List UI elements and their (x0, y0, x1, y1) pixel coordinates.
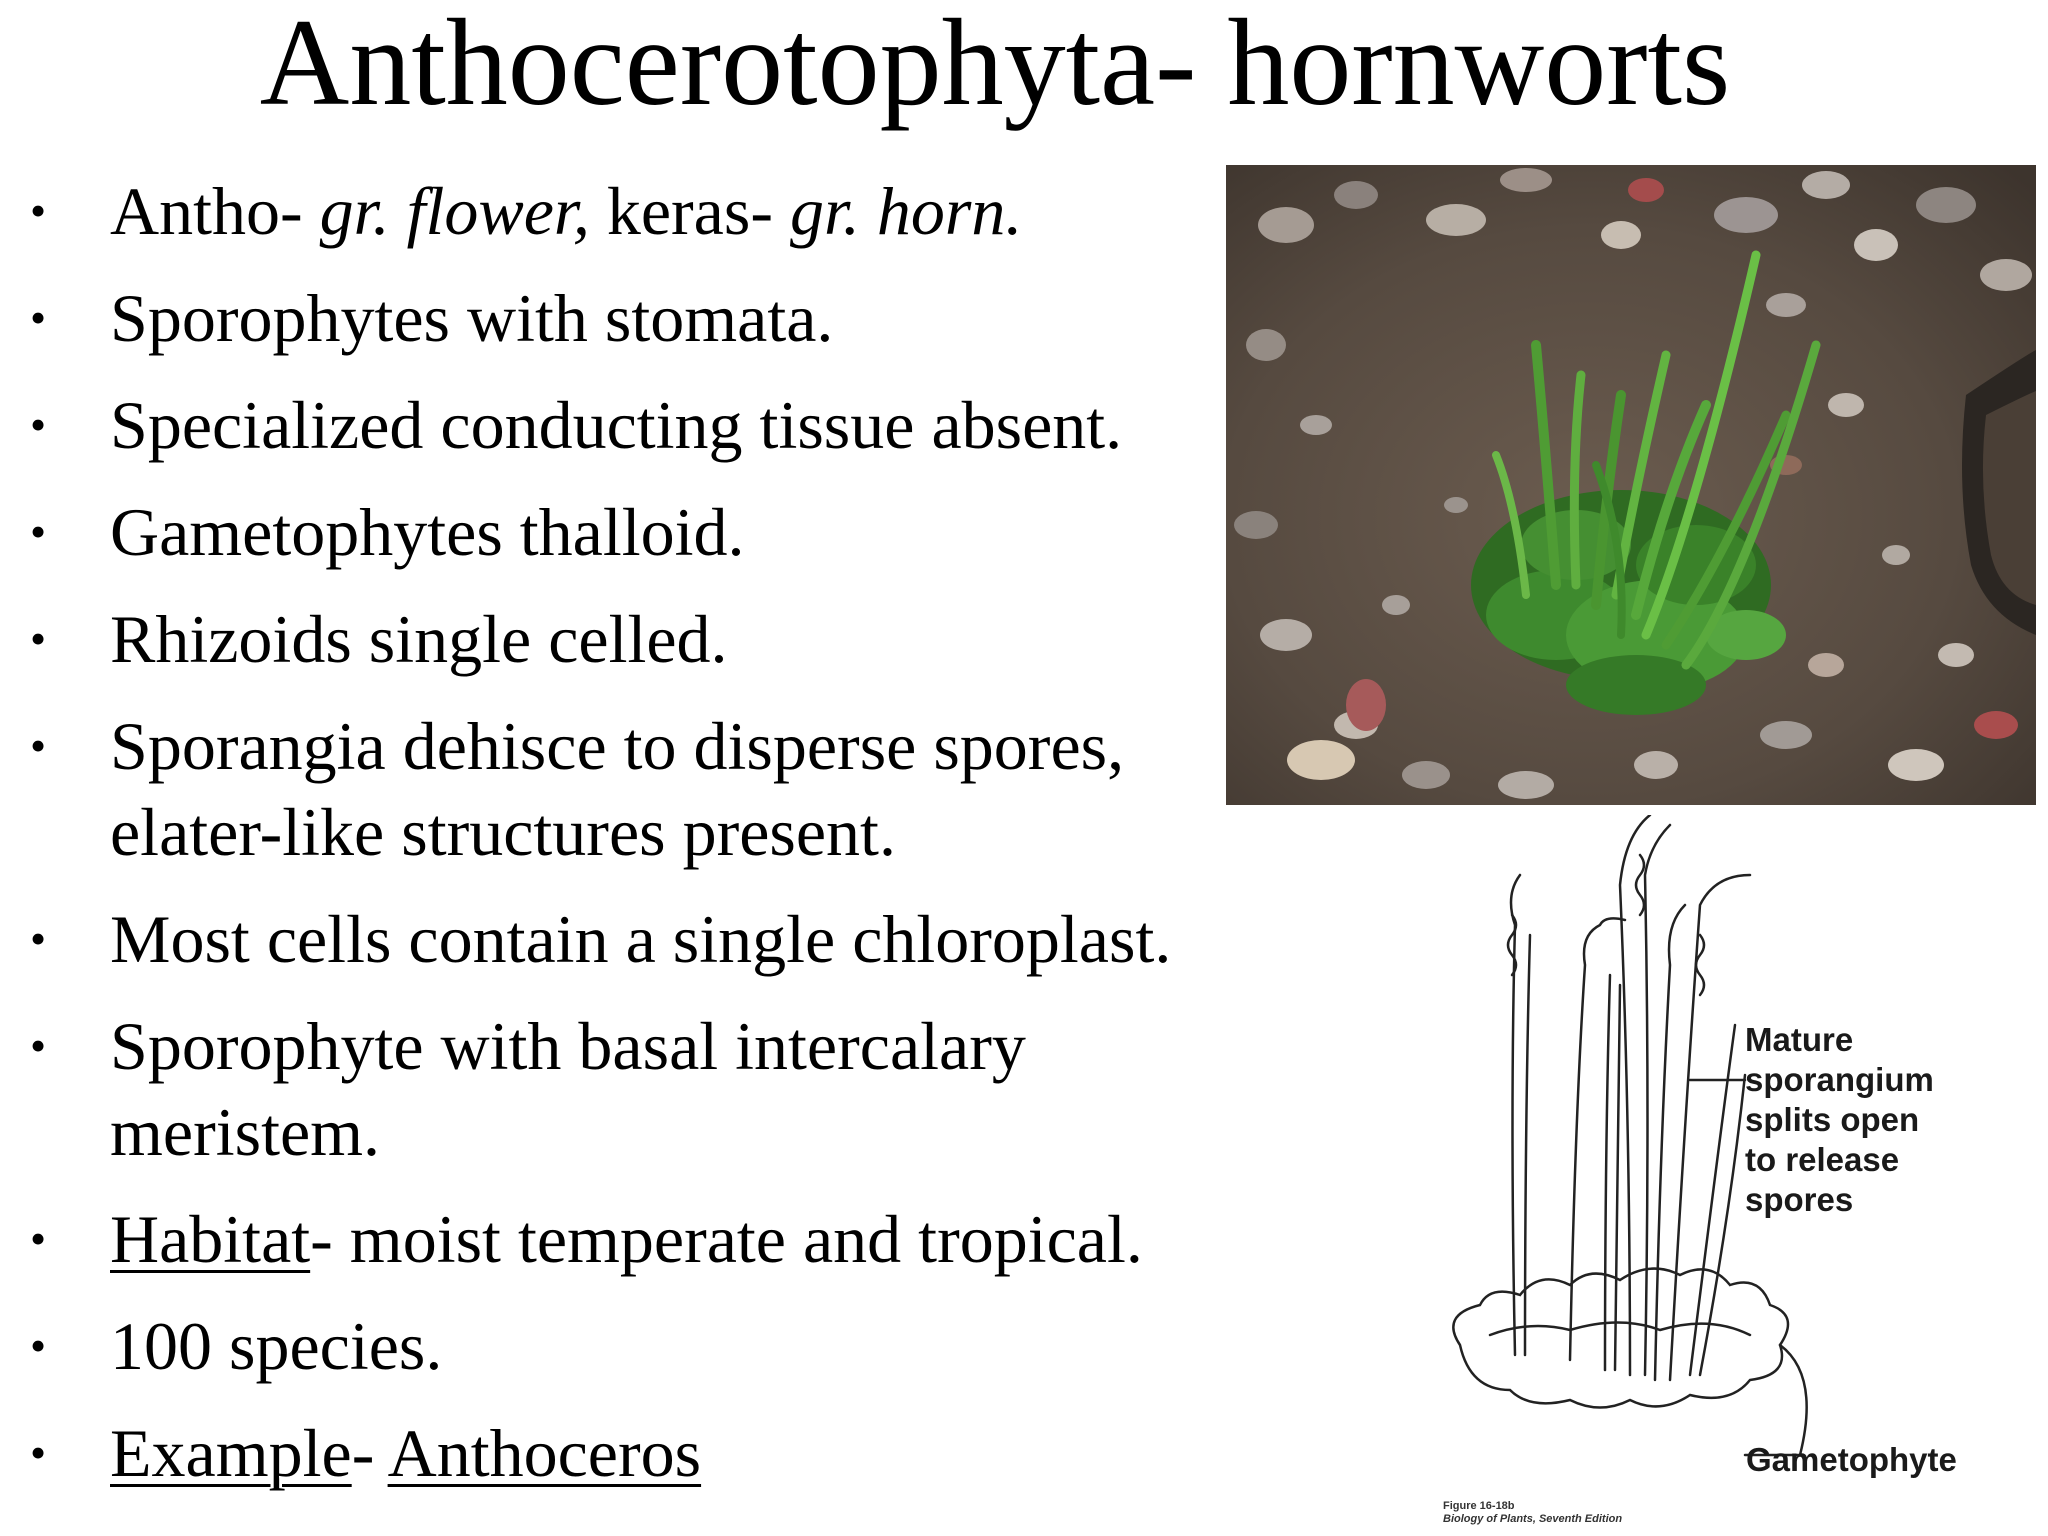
bullet-dot: • (30, 1020, 47, 1071)
bullet-dot: • (30, 1213, 47, 1264)
slide-title: Anthocerotophyta- hornworts (259, 0, 1731, 131)
bullet-species (30, 1303, 1220, 1389)
bullet-line-2: meristem. (110, 1094, 381, 1170)
bullet-line-1: Sporangia dehisce to disperse spores, (110, 708, 1125, 784)
caption-book-title: Biology of Plants, Seventh Edition (1443, 1513, 1623, 1525)
etymology-antho: Antho- (110, 173, 320, 249)
label-line: sporangium (1745, 1061, 1934, 1098)
bullet-dot: • (30, 185, 47, 236)
caption-figure-number: Figure 16-18b (1443, 1500, 1515, 1512)
bullet-meristem (30, 1003, 1220, 1175)
example-genus: Anthoceros (387, 1415, 702, 1491)
bullet-line-1: Sporophyte with basal intercalary (110, 1008, 1026, 1084)
sporophyte-3 (1605, 975, 1610, 1370)
bullet-conducting-tissue (30, 382, 1220, 468)
label-line: Mature (1745, 1021, 1854, 1058)
habitat-label: Habitat (110, 1201, 311, 1277)
bullet-chloroplast (30, 896, 1220, 982)
thallus-outline (1453, 1269, 1788, 1408)
thallus-line (1490, 1323, 1750, 1336)
bullet-text: Rhizoids single celled. (110, 601, 728, 677)
label-mature-sporangium (1745, 1020, 1934, 1220)
bullet-dot: • (30, 292, 47, 343)
bullet-dot: • (30, 720, 47, 771)
bullet-text: Sporophytes with stomata. (110, 280, 834, 356)
bullet-etymology (30, 168, 1220, 254)
label-gametophyte: Gametophyte (1746, 1441, 1957, 1478)
etymology-keras: keras- (589, 173, 790, 249)
bullet-text: Gametophytes thalloid. (110, 494, 745, 570)
habitat-text: - moist temperate and tropical. (310, 1201, 1143, 1277)
bullet-habitat (30, 1196, 1220, 1282)
example-label: Example (110, 1415, 352, 1491)
bullet-dot: • (30, 506, 47, 557)
sporophyte-1 (1511, 875, 1520, 1355)
bullet-text: Most cells contain a single chloroplast. (110, 901, 1172, 977)
label-line: spores (1745, 1181, 1854, 1218)
figure-caption (1443, 1500, 1622, 1526)
etymology-horn: gr. horn. (789, 173, 1023, 249)
bullet-dot: • (30, 1320, 47, 1371)
hornwort-photo (1226, 165, 2036, 805)
bullet-example (30, 1410, 1220, 1496)
bullet-rhizoids (30, 596, 1220, 682)
bullet-dot: • (30, 613, 47, 664)
bullet-text: Specialized conducting tissue absent. (110, 387, 1123, 463)
bullet-text: 100 species. (110, 1308, 443, 1384)
bullet-dot: • (30, 1427, 47, 1478)
bullet-list (30, 168, 1220, 1517)
bullet-dot: • (30, 399, 47, 450)
bullet-dot: • (30, 913, 47, 964)
etymology-flower: gr. flower, (319, 173, 590, 249)
bullet-sporangia (30, 703, 1220, 875)
bullet-stomata (30, 275, 1220, 361)
bullet-line-2: elater-like structures present. (110, 794, 896, 870)
label-line: splits open (1745, 1101, 1920, 1138)
label-line: to release (1745, 1141, 1900, 1178)
bullet-thalloid (30, 489, 1220, 575)
example-separator: - (351, 1415, 388, 1491)
sporophyte-5 (1655, 905, 1685, 1380)
